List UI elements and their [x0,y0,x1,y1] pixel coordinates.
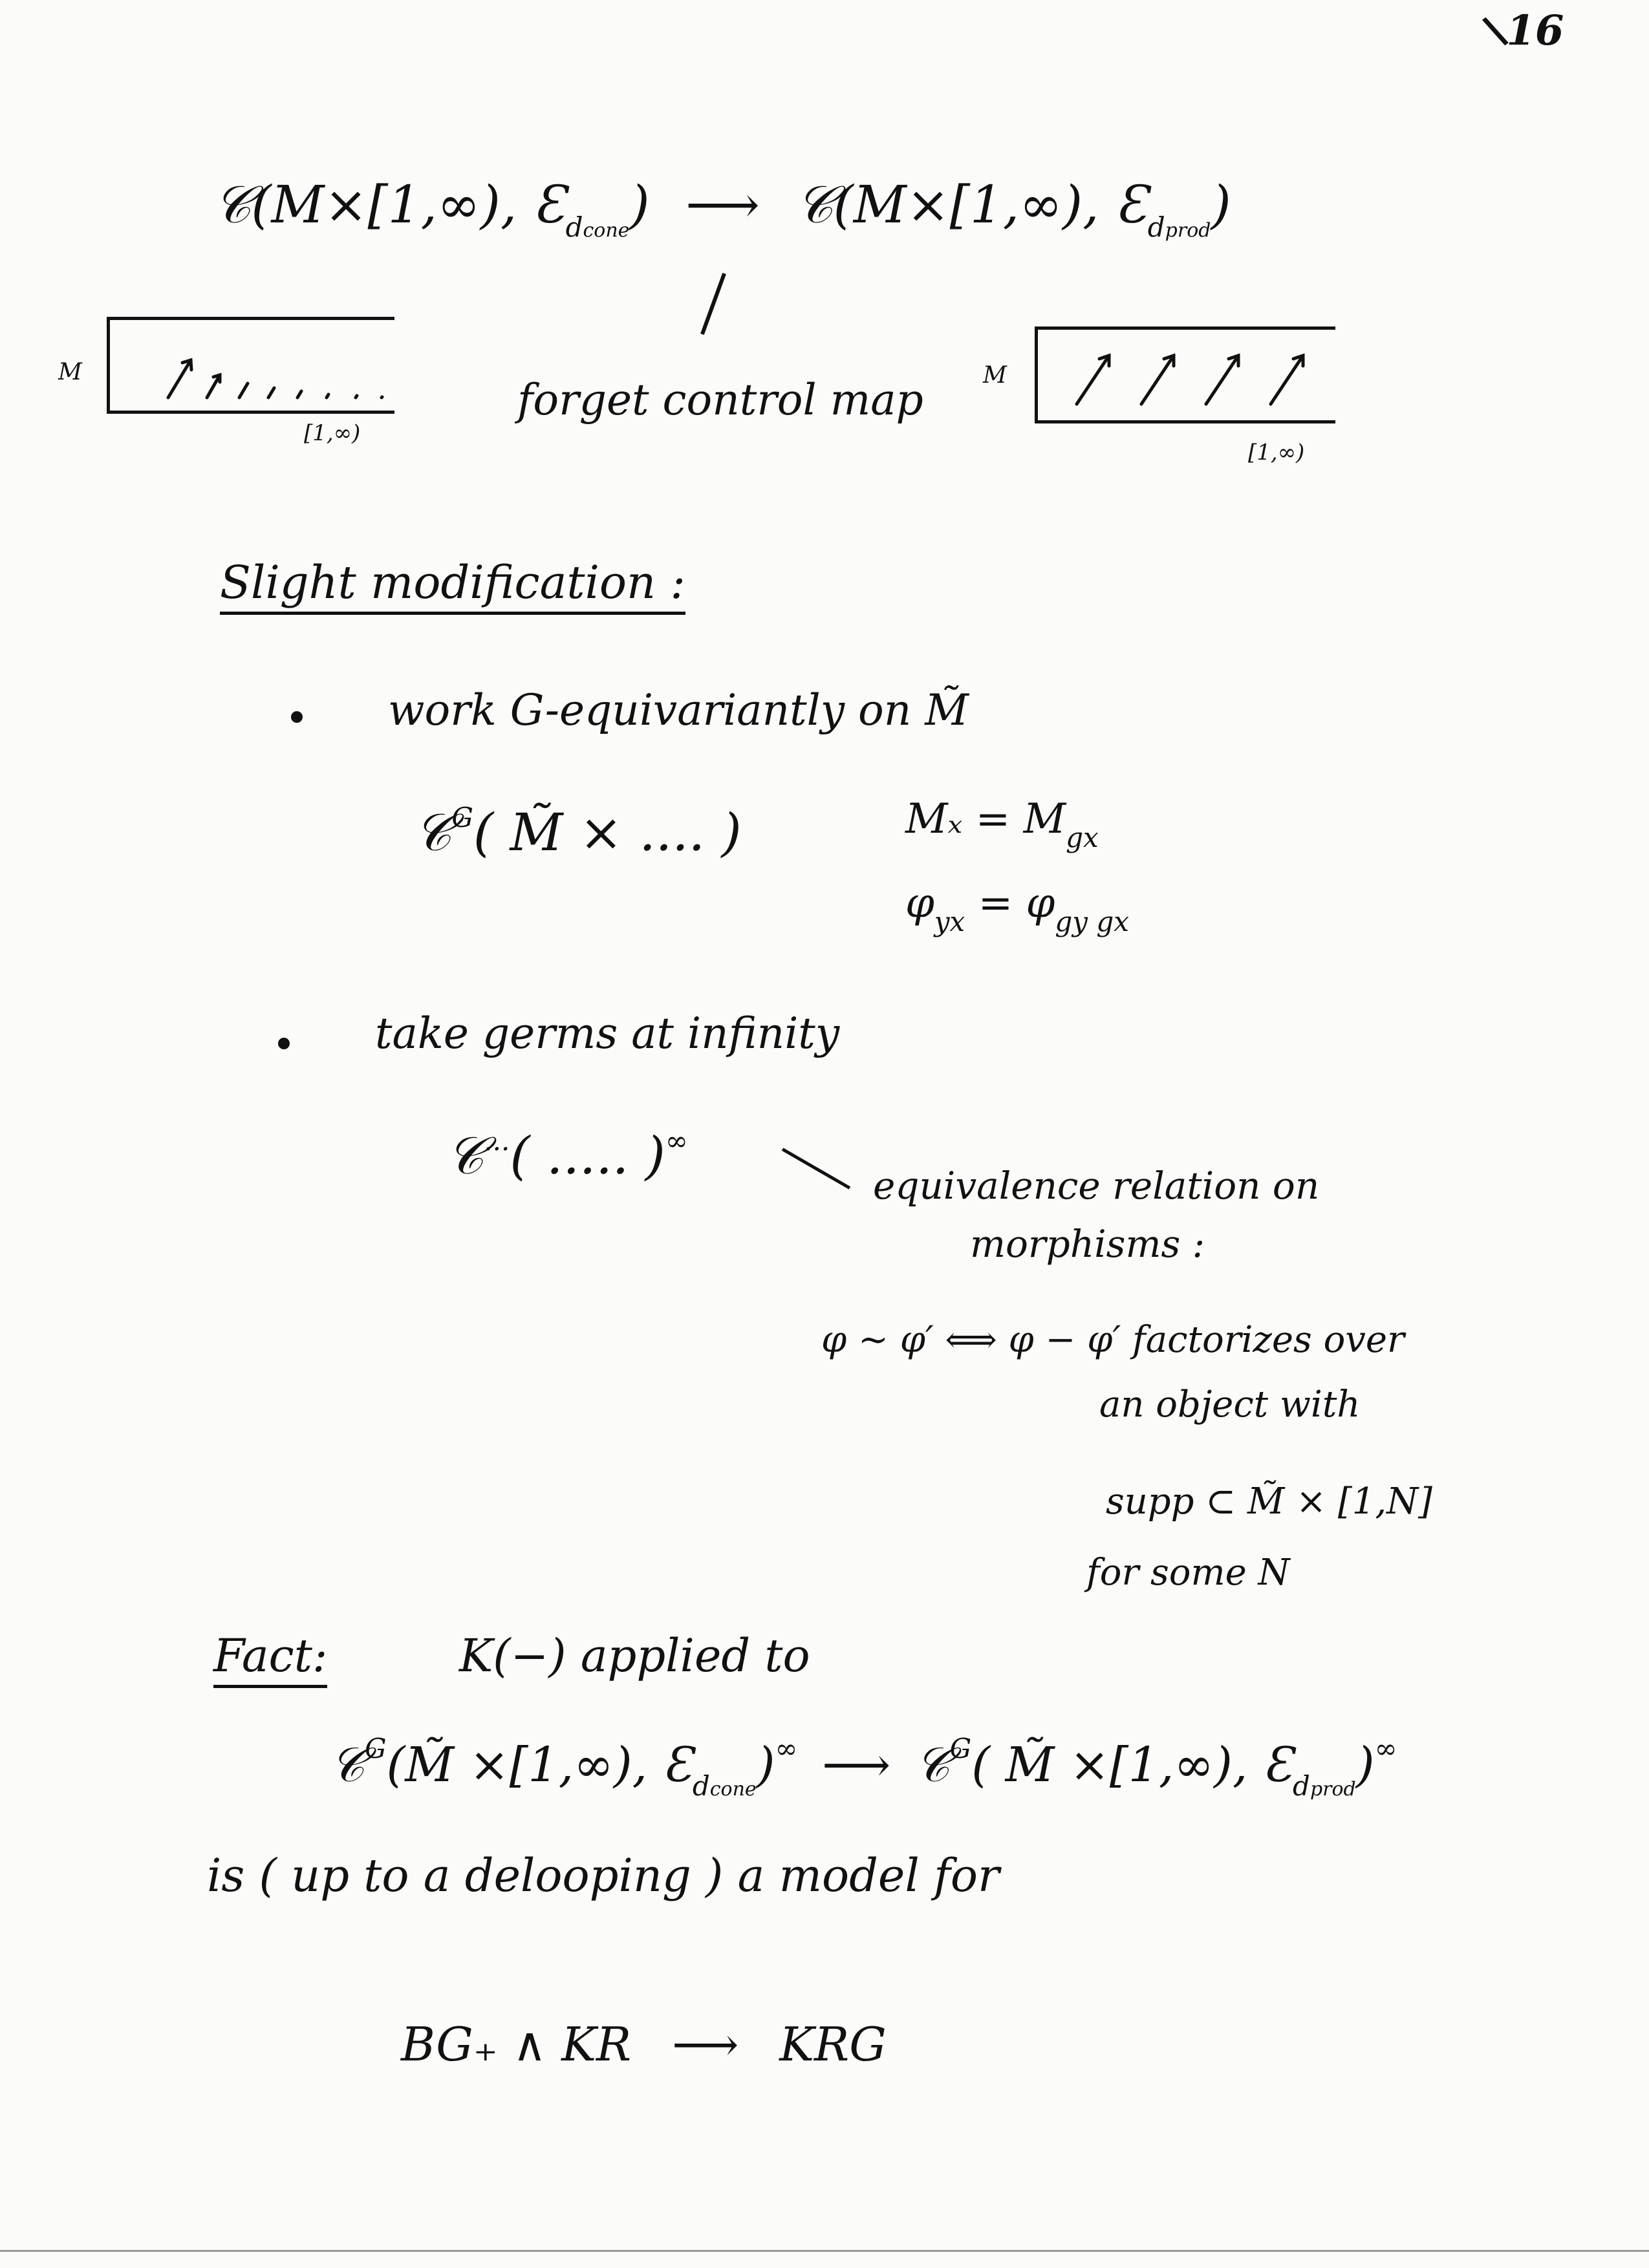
equivariance-condition-morphisms [905,879,1129,937]
germ-category-exp: ∞ [665,1125,688,1157]
fact-conclusion: is ( up to a delooping ) a model for [207,1849,1000,1902]
germ-category-sup: ... [484,1125,510,1157]
source-sub: d [565,211,583,243]
equivariant-category-args: ( M̃ × .... ) [473,802,742,862]
eq2-mid: = φ [965,879,1055,927]
eq1-main: Mₓ = M [905,795,1066,843]
assembly-map-arrow: ⟶ [672,2017,739,2071]
source-category: 𝒞(M×[1,∞), Ɛ [213,175,566,235]
assembly-map-source: BG₊ ∧ KR [401,2017,632,2071]
germ-category-symbol: 𝒞 [446,1126,484,1186]
cone-arrows-icon [110,320,394,411]
relation-definition-2: an object with [1099,1384,1361,1426]
bullet-2-marker [278,1038,290,1049]
cone-diagram-strip [107,317,394,414]
germ-map-target-subsub: prod [1310,1778,1356,1801]
product-diagram-strip [1035,326,1335,423]
product-arrows-icon [1038,330,1335,420]
eq1-sub: gx [1066,822,1099,853]
product-diagram-interval-label: [1,∞) [1248,440,1305,465]
relation-definition-3: supp ⊂ M̃ × [1,N] [1106,1481,1433,1523]
eq2-phi: φ [905,879,934,927]
assembly-map-formula [401,2017,887,2071]
target-category: 𝒞(M×[1,∞), Ɛ [795,175,1148,235]
scan-edge-line [0,2250,1649,2252]
relation-pointer [782,1148,850,1189]
equivariant-category-symbol: 𝒞 [414,802,452,862]
relation-definition: φ ~ φ′ ⟺ φ − φ′ factorizes over [821,1319,1405,1361]
fact-label: Fact: [213,1629,327,1688]
bullet-1-marker [291,711,303,723]
germ-category [446,1125,688,1186]
eq2-sub2: gy gx [1055,906,1129,937]
map-arrow: ⟶ [685,175,760,235]
germ-map-target-exp: ∞ [1374,1733,1397,1764]
germ-map-target-sup: G [949,1733,972,1764]
fact-text: K(−) applied to [459,1629,810,1682]
germ-map-target-args: ( M̃ ×[1,∞), Ɛ [971,1737,1293,1793]
germ-map-target-symbol: 𝒞 [914,1737,950,1793]
bullet-2-text: take germs at infinity [375,1009,840,1058]
target-close: ) [1211,175,1231,235]
source-subsub: cone [583,219,630,242]
germ-map-source-subsub: cone [709,1778,757,1801]
equivalence-relation-label-2: morphisms : [970,1222,1205,1266]
eq2-sub1: yx [934,906,965,937]
germ-map-source-sub: d [692,1770,710,1802]
arrow-slash [700,273,726,335]
equivalence-relation-label: equivalence relation on [873,1164,1320,1208]
equivariance-condition-objects [905,795,1099,853]
target-subsub: prod [1165,219,1211,242]
assembly-map-target: KRG [779,2017,887,2071]
germ-map-source-symbol: 𝒞 [330,1737,365,1793]
equivariant-category-sup: G [451,802,473,833]
page-number: \16 [1474,6,1564,55]
germ-category-args: ( ..... ) [510,1126,665,1186]
modification-heading: Slight modification : [220,556,685,615]
germ-map-source-args: (M̃ ×[1,∞), Ɛ [386,1737,693,1793]
forget-control-label: forget control map [517,375,923,425]
germ-map-source-sup: G [364,1733,387,1764]
cone-diagram-M-label: M [58,359,82,385]
cone-diagram-interval-label: [1,∞) [304,420,361,446]
germ-map-arrow: ⟶ [822,1737,891,1793]
bullet-1-text: work G-equivariantly on M̃ [388,685,969,735]
product-diagram-M-label: M [983,362,1007,389]
relation-definition-4: for some N [1086,1552,1290,1594]
target-sub: d [1147,211,1165,243]
germ-map-formula: 𝒞$^G$(M̃ ×[1,∞), $Ɛ_{dcone})^\infty$ ⟶ 𝒞$^G$( M̃ ×[1,∞), $Ɛ_{dprod})^\infty$ [330,1733,1397,1802]
germ-map-source-exp: ∞ [775,1733,798,1764]
equivariant-category [414,802,742,863]
germ-map-target-sub: d [1293,1770,1310,1802]
forget-control-map-formula: 𝒞(M×[1,∞), $Ɛ_{dcone}$) ⟶ 𝒞(M×[1,∞), $Ɛ_{dprod}$) [213,175,1231,243]
